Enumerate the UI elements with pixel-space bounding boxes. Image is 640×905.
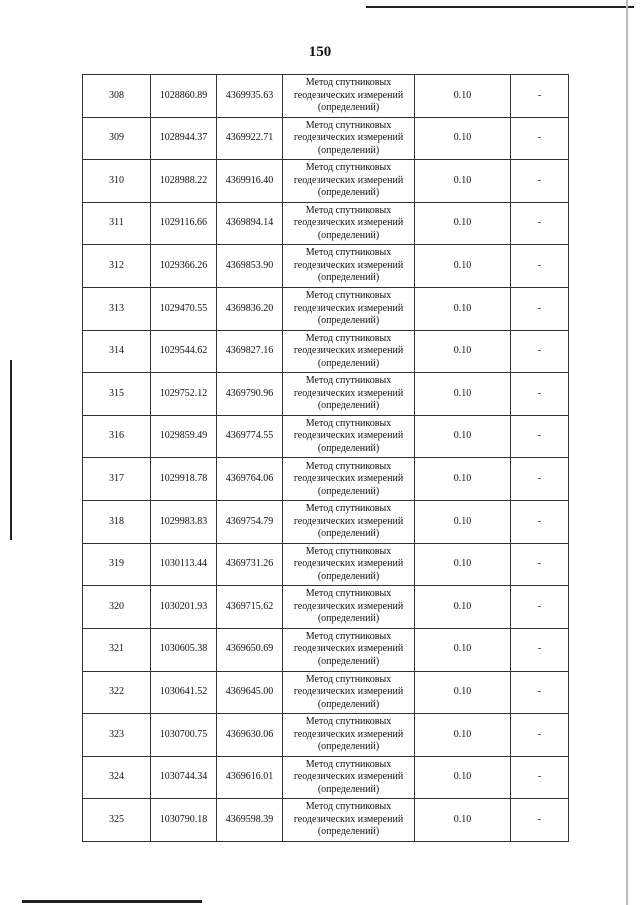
method-line: геодезических измерений (293, 813, 404, 825)
extra-info-cell: - (511, 75, 569, 118)
table-row (83, 415, 569, 458)
method-line: (определений) (317, 400, 380, 412)
point-number-cell: 320 (83, 586, 151, 629)
accuracy-cell: 0.10 (415, 458, 511, 501)
y-coordinate-cell: 4369731.26 (217, 543, 283, 586)
method-line: геодезических измерений (293, 558, 404, 570)
scan-edge-right (626, 0, 628, 905)
method-line: геодезических измерений (293, 515, 404, 527)
method-line: (определений) (317, 655, 380, 667)
extra-info-cell: - (511, 714, 569, 757)
point-number-cell: 310 (83, 160, 151, 203)
method-line: (определений) (317, 187, 380, 199)
accuracy-cell: 0.10 (415, 586, 511, 629)
method-line: геодезических измерений (293, 771, 404, 783)
method-line: (определений) (317, 826, 380, 838)
y-coordinate-cell: 4369774.55 (217, 415, 283, 458)
coordinates-table (82, 74, 569, 842)
point-number-cell: 316 (83, 415, 151, 458)
x-coordinate-cell: 1029918.78 (151, 458, 217, 501)
method-line: (определений) (317, 102, 380, 114)
method-line: (определений) (317, 485, 380, 497)
method-line: Метод спутниковых (305, 77, 392, 89)
point-number-cell: 309 (83, 117, 151, 160)
extra-info-cell: - (511, 415, 569, 458)
table-row (83, 671, 569, 714)
x-coordinate-cell: 1030605.38 (151, 628, 217, 671)
point-number-cell: 315 (83, 373, 151, 416)
x-coordinate-cell: 1030113.44 (151, 543, 217, 586)
extra-info-cell: - (511, 756, 569, 799)
table-row (83, 714, 569, 757)
x-coordinate-cell: 1029116.66 (151, 202, 217, 245)
accuracy-cell: 0.10 (415, 117, 511, 160)
method-line: Метод спутниковых (305, 290, 392, 302)
table-row (83, 458, 569, 501)
y-coordinate-cell: 4369598.39 (217, 799, 283, 842)
method-cell (283, 330, 415, 373)
accuracy-cell: 0.10 (415, 373, 511, 416)
x-coordinate-cell: 1029544.62 (151, 330, 217, 373)
x-coordinate-cell: 1030201.93 (151, 586, 217, 629)
y-coordinate-cell: 4369754.79 (217, 501, 283, 544)
y-coordinate-cell: 4369922.71 (217, 117, 283, 160)
accuracy-cell: 0.10 (415, 288, 511, 331)
extra-info-cell: - (511, 799, 569, 842)
method-line: Метод спутниковых (305, 801, 392, 813)
x-coordinate-cell: 1029859.49 (151, 415, 217, 458)
point-number-cell: 308 (83, 75, 151, 118)
y-coordinate-cell: 4369650.69 (217, 628, 283, 671)
method-cell (283, 288, 415, 331)
accuracy-cell: 0.10 (415, 330, 511, 373)
method-line: геодезических измерений (293, 217, 404, 229)
y-coordinate-cell: 4369715.62 (217, 586, 283, 629)
method-line: (определений) (317, 315, 380, 327)
method-line: Метод спутниковых (305, 503, 392, 515)
y-coordinate-cell: 4369790.96 (217, 373, 283, 416)
method-line: (определений) (317, 442, 380, 454)
method-cell (283, 628, 415, 671)
method-line: геодезических измерений (293, 430, 404, 442)
y-coordinate-cell: 4369764.06 (217, 458, 283, 501)
method-line: геодезических измерений (293, 387, 404, 399)
table-row (83, 501, 569, 544)
extra-info-cell: - (511, 160, 569, 203)
method-cell (283, 160, 415, 203)
table-body (83, 75, 569, 842)
scan-edge-bottom (22, 900, 202, 903)
method-cell (283, 756, 415, 799)
table-row (83, 373, 569, 416)
method-line: Метод спутниковых (305, 119, 392, 131)
extra-info-cell: - (511, 330, 569, 373)
method-line: геодезических измерений (293, 728, 404, 740)
method-line: геодезических измерений (293, 686, 404, 698)
method-line: геодезических измерений (293, 345, 404, 357)
method-line: Метод спутниковых (305, 588, 392, 600)
method-cell (283, 202, 415, 245)
point-number-cell: 322 (83, 671, 151, 714)
method-line: (определений) (317, 570, 380, 582)
method-cell (283, 75, 415, 118)
table-row (83, 330, 569, 373)
method-cell (283, 373, 415, 416)
table-row (83, 756, 569, 799)
accuracy-cell: 0.10 (415, 714, 511, 757)
method-line: (определений) (317, 613, 380, 625)
accuracy-cell: 0.10 (415, 671, 511, 714)
method-cell (283, 117, 415, 160)
method-line: (определений) (317, 698, 380, 710)
y-coordinate-cell: 4369916.40 (217, 160, 283, 203)
table-row (83, 799, 569, 842)
extra-info-cell: - (511, 586, 569, 629)
method-cell (283, 714, 415, 757)
accuracy-cell: 0.10 (415, 628, 511, 671)
x-coordinate-cell: 1028988.22 (151, 160, 217, 203)
x-coordinate-cell: 1028860.89 (151, 75, 217, 118)
method-line: Метод спутниковых (305, 630, 392, 642)
accuracy-cell: 0.10 (415, 756, 511, 799)
point-number-cell: 324 (83, 756, 151, 799)
method-line: Метод спутниковых (305, 758, 392, 770)
method-line: геодезических измерений (293, 643, 404, 655)
accuracy-cell: 0.10 (415, 543, 511, 586)
y-coordinate-cell: 4369935.63 (217, 75, 283, 118)
accuracy-cell: 0.10 (415, 799, 511, 842)
method-line: Метод спутниковых (305, 716, 392, 728)
method-line: геодезических измерений (293, 259, 404, 271)
extra-info-cell: - (511, 245, 569, 288)
x-coordinate-cell: 1029366.26 (151, 245, 217, 288)
accuracy-cell: 0.10 (415, 75, 511, 118)
method-cell (283, 245, 415, 288)
table-row (83, 160, 569, 203)
method-line: Метод спутниковых (305, 460, 392, 472)
method-line: Метод спутниковых (305, 673, 392, 685)
accuracy-cell: 0.10 (415, 202, 511, 245)
y-coordinate-cell: 4369836.20 (217, 288, 283, 331)
extra-info-cell: - (511, 373, 569, 416)
method-line: геодезических измерений (293, 302, 404, 314)
method-line: геодезических измерений (293, 174, 404, 186)
x-coordinate-cell: 1029470.55 (151, 288, 217, 331)
point-number-cell: 319 (83, 543, 151, 586)
x-coordinate-cell: 1029752.12 (151, 373, 217, 416)
method-line: (определений) (317, 357, 380, 369)
method-line: (определений) (317, 783, 380, 795)
table-row (83, 245, 569, 288)
method-line: геодезических измерений (293, 132, 404, 144)
method-line: геодезических измерений (293, 600, 404, 612)
point-number-cell: 321 (83, 628, 151, 671)
table-row (83, 288, 569, 331)
method-line: (определений) (317, 528, 380, 540)
extra-info-cell: - (511, 288, 569, 331)
method-line: Метод спутниковых (305, 332, 392, 344)
method-cell (283, 458, 415, 501)
y-coordinate-cell: 4369616.01 (217, 756, 283, 799)
point-number-cell: 323 (83, 714, 151, 757)
point-number-cell: 318 (83, 501, 151, 544)
point-number-cell: 317 (83, 458, 151, 501)
y-coordinate-cell: 4369853.90 (217, 245, 283, 288)
point-number-cell: 313 (83, 288, 151, 331)
scan-edge-left (10, 360, 12, 540)
method-cell (283, 501, 415, 544)
page-number: 150 (308, 44, 332, 60)
accuracy-cell: 0.10 (415, 160, 511, 203)
accuracy-cell: 0.10 (415, 415, 511, 458)
method-cell (283, 543, 415, 586)
extra-info-cell: - (511, 628, 569, 671)
method-cell (283, 415, 415, 458)
point-number-cell: 314 (83, 330, 151, 373)
method-line: Метод спутниковых (305, 204, 392, 216)
method-line: Метод спутниковых (305, 545, 392, 557)
method-line: Метод спутниковых (305, 162, 392, 174)
y-coordinate-cell: 4369630.06 (217, 714, 283, 757)
table-row (83, 543, 569, 586)
method-line: (определений) (317, 144, 380, 156)
method-cell (283, 671, 415, 714)
point-number-cell: 311 (83, 202, 151, 245)
x-coordinate-cell: 1030641.52 (151, 671, 217, 714)
x-coordinate-cell: 1030700.75 (151, 714, 217, 757)
method-line: геодезических измерений (293, 89, 404, 101)
extra-info-cell: - (511, 458, 569, 501)
y-coordinate-cell: 4369645.00 (217, 671, 283, 714)
accuracy-cell: 0.10 (415, 245, 511, 288)
extra-info-cell: - (511, 671, 569, 714)
extra-info-cell: - (511, 501, 569, 544)
scan-edge-top (366, 6, 634, 8)
y-coordinate-cell: 4369894.14 (217, 202, 283, 245)
point-number-cell: 312 (83, 245, 151, 288)
extra-info-cell: - (511, 543, 569, 586)
x-coordinate-cell: 1028944.37 (151, 117, 217, 160)
method-line: Метод спутниковых (305, 417, 392, 429)
x-coordinate-cell: 1029983.83 (151, 501, 217, 544)
y-coordinate-cell: 4369827.16 (217, 330, 283, 373)
extra-info-cell: - (511, 117, 569, 160)
table-row (83, 586, 569, 629)
table-row (83, 75, 569, 118)
method-line: (определений) (317, 272, 380, 284)
x-coordinate-cell: 1030744.34 (151, 756, 217, 799)
method-line: Метод спутниковых (305, 247, 392, 259)
method-line: геодезических измерений (293, 473, 404, 485)
method-line: (определений) (317, 741, 380, 753)
method-cell (283, 586, 415, 629)
method-cell (283, 799, 415, 842)
table-row (83, 202, 569, 245)
accuracy-cell: 0.10 (415, 501, 511, 544)
x-coordinate-cell: 1030790.18 (151, 799, 217, 842)
method-line: Метод спутниковых (305, 375, 392, 387)
table-row (83, 628, 569, 671)
method-line: (определений) (317, 229, 380, 241)
table-row (83, 117, 569, 160)
extra-info-cell: - (511, 202, 569, 245)
point-number-cell: 325 (83, 799, 151, 842)
